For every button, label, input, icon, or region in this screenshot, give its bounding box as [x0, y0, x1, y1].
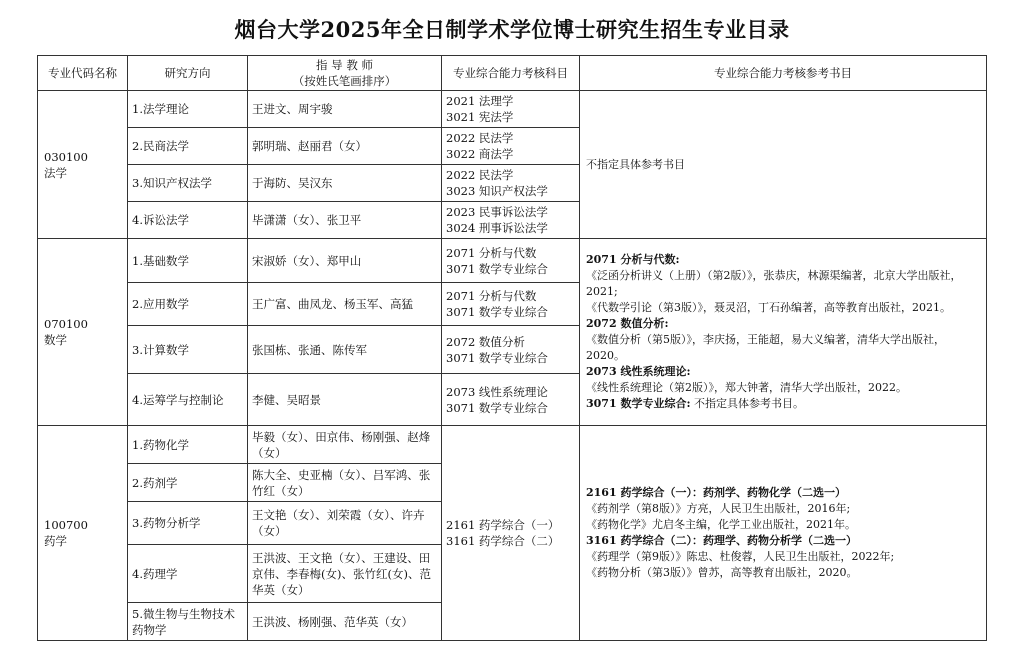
major-name: 药学 — [44, 534, 67, 548]
reference-heading: 3161 药学综合（二）：药理学、药物分析学（二选一） — [586, 534, 857, 547]
tutors-cell: 宋淑娇（女）、郑甲山 — [248, 239, 442, 283]
subject: 3071 数学专业综合 — [446, 350, 548, 365]
tutors-cell: 王文艳（女）、刘荣霞（女）、许卉（女） — [248, 502, 442, 545]
page-title: 烟台大学2025年全日制学术学位博士研究生招生专业目录 — [234, 17, 790, 42]
reference-item — [586, 396, 980, 412]
subjects-cell — [442, 91, 580, 128]
subjects-cell — [442, 326, 580, 374]
subject: 3024 刑事诉讼法学 — [446, 221, 548, 235]
subject: 3023 知识产权法学 — [446, 184, 548, 198]
tutors-cell: 陈大全、史亚楠（女）、吕军鸿、张竹红（女） — [248, 464, 442, 502]
reference-heading: 2072 数值分析: — [586, 317, 669, 330]
tutors-cell: 毕潇潇（女）、张卫平 — [248, 202, 442, 239]
subject: 2022 民法学 — [446, 131, 514, 145]
reference-book: 《药理学（第9版）》陈忠、杜俊蓉，人民卫生出版社，2022年; — [586, 550, 895, 563]
table-row — [38, 91, 987, 128]
reference-book: 《泛函分析讲义（上册）（第2版）》，张恭庆，林源渠编著，北京大学出版社，2021; — [586, 269, 962, 298]
direction-cell: 1.药物化学 — [128, 426, 248, 464]
reference-book: 《药物化学》尤启冬主编，化学工业出版社，2021年。 — [586, 518, 856, 531]
subject: 2023 民事诉讼法学 — [446, 205, 548, 219]
reference-book: 《数值分析（第5版）》，李庆扬，王能超，易大义编著，清华大学出版社，2020。 — [586, 333, 945, 362]
subjects-cell — [442, 165, 580, 202]
major-cell — [38, 426, 128, 641]
tutors-cell: 张国栋、张通、陈传军 — [248, 326, 442, 374]
direction-cell: 2.药剂学 — [128, 464, 248, 502]
subjects-cell — [442, 239, 580, 283]
subject: 2071 分析与代数 — [446, 289, 537, 303]
reference-book: 《药物分析（第3版）》曾苏，高等教育出版社，2020。 — [586, 566, 858, 579]
reference-book: 《线性系统理论（第2版）》，郑大钟著，清华大学出版社，2022。 — [586, 381, 907, 394]
tutors-cell: 王广富、曲凤龙、杨玉军、高猛 — [248, 283, 442, 326]
reference-heading: 2071 分析与代数: — [586, 253, 680, 266]
reference-heading: 2161 药学综合（一）：药剂学、药物化学（二选一） — [586, 486, 846, 499]
direction-cell: 3.知识产权法学 — [128, 165, 248, 202]
reference-heading: 2073 线性系统理论: — [586, 365, 691, 378]
tutors-cell: 王进文、周宇骏 — [248, 91, 442, 128]
major-code: 070100 — [44, 317, 88, 331]
reference-book: 《药剂学（第8版）》方亮，人民卫生出版社，2016年; — [586, 502, 851, 515]
subject: 2022 民法学 — [446, 168, 514, 182]
direction-cell: 1.法学理论 — [128, 91, 248, 128]
tutors-cell: 毕毅（女）、田京伟、杨刚强、赵烽（女） — [248, 426, 442, 464]
subjects-cell — [442, 426, 580, 641]
major-code: 030100 — [44, 149, 88, 164]
subject: 2021 法理学 — [446, 94, 514, 108]
header-direction: 研究方向 — [128, 56, 248, 91]
subject: 3071 数学专业综合 — [446, 305, 548, 319]
subject: 3071 数学专业综合 — [446, 400, 548, 415]
major-name: 数学 — [44, 333, 67, 347]
subjects-cell — [442, 202, 580, 239]
header-tutors-line2: （按姓氏笔画排序） — [292, 74, 397, 88]
table-row — [38, 426, 987, 464]
direction-cell: 2.民商法学 — [128, 128, 248, 165]
tutors-cell: 李健、吴昭景 — [248, 374, 442, 426]
reference-cell: 不指定具体参考书目 — [580, 91, 987, 239]
tutors-cell: 郭明瑞、赵丽君（女） — [248, 128, 442, 165]
direction-cell: 4.诉讼法学 — [128, 202, 248, 239]
direction-cell: 1.基础数学 — [128, 239, 248, 283]
header-tutors-line1: 指 导 教 师 — [316, 58, 373, 72]
subject: 2073 线性系统理论 — [446, 384, 548, 399]
header-row — [38, 56, 987, 91]
subject: 3161 药学综合（二） — [446, 534, 560, 548]
major-cell — [38, 91, 128, 239]
reference-book: 不指定具体参考书目。 — [694, 397, 805, 410]
tutors-cell: 王洪波、杨刚强、范华英（女） — [248, 603, 442, 641]
direction-cell: 3.计算数学 — [128, 326, 248, 374]
reference-heading: 3071 数学专业综合: — [586, 397, 691, 410]
subject: 3071 数学专业综合 — [446, 261, 548, 276]
reference-cell — [580, 239, 987, 426]
subject: 2072 数值分析 — [446, 334, 525, 349]
tutors-cell: 于海防、吴汉东 — [248, 165, 442, 202]
table-row — [38, 239, 987, 283]
tutors-cell: 王洪波、王文艳（女）、王建设、田京伟、李春梅(女)、张竹红(女)、范华英（女） — [248, 545, 442, 603]
header-exam-subjects: 专业综合能力考核科目 — [442, 56, 580, 91]
direction-cell: 4.运筹学与控制论 — [128, 374, 248, 426]
reference-cell — [580, 426, 987, 641]
major-code: 100700 — [44, 518, 88, 532]
direction-cell: 4.药理学 — [128, 545, 248, 603]
subject: 3021 宪法学 — [446, 110, 514, 124]
catalog-table — [37, 55, 987, 641]
header-tutors — [248, 56, 442, 91]
header-code-name: 专业代码名称 — [38, 56, 128, 91]
direction-cell: 5.微生物与生物技术药物学 — [128, 603, 248, 641]
subjects-cell — [442, 283, 580, 326]
direction-cell: 2.应用数学 — [128, 283, 248, 326]
header-reference-books: 专业综合能力考核参考书目 — [580, 56, 987, 91]
subject: 2161 药学综合（一） — [446, 518, 560, 532]
reference-book: 《代数学引论（第3版）》，聂灵沼，丁石孙编著，高等教育出版社，2021。 — [586, 301, 951, 314]
subjects-cell — [442, 128, 580, 165]
subject: 2071 分析与代数 — [446, 245, 537, 260]
direction-cell: 3.药物分析学 — [128, 502, 248, 545]
major-name: 法学 — [44, 165, 67, 180]
major-cell — [38, 239, 128, 426]
subjects-cell — [442, 374, 580, 426]
subject: 3022 商法学 — [446, 147, 514, 161]
